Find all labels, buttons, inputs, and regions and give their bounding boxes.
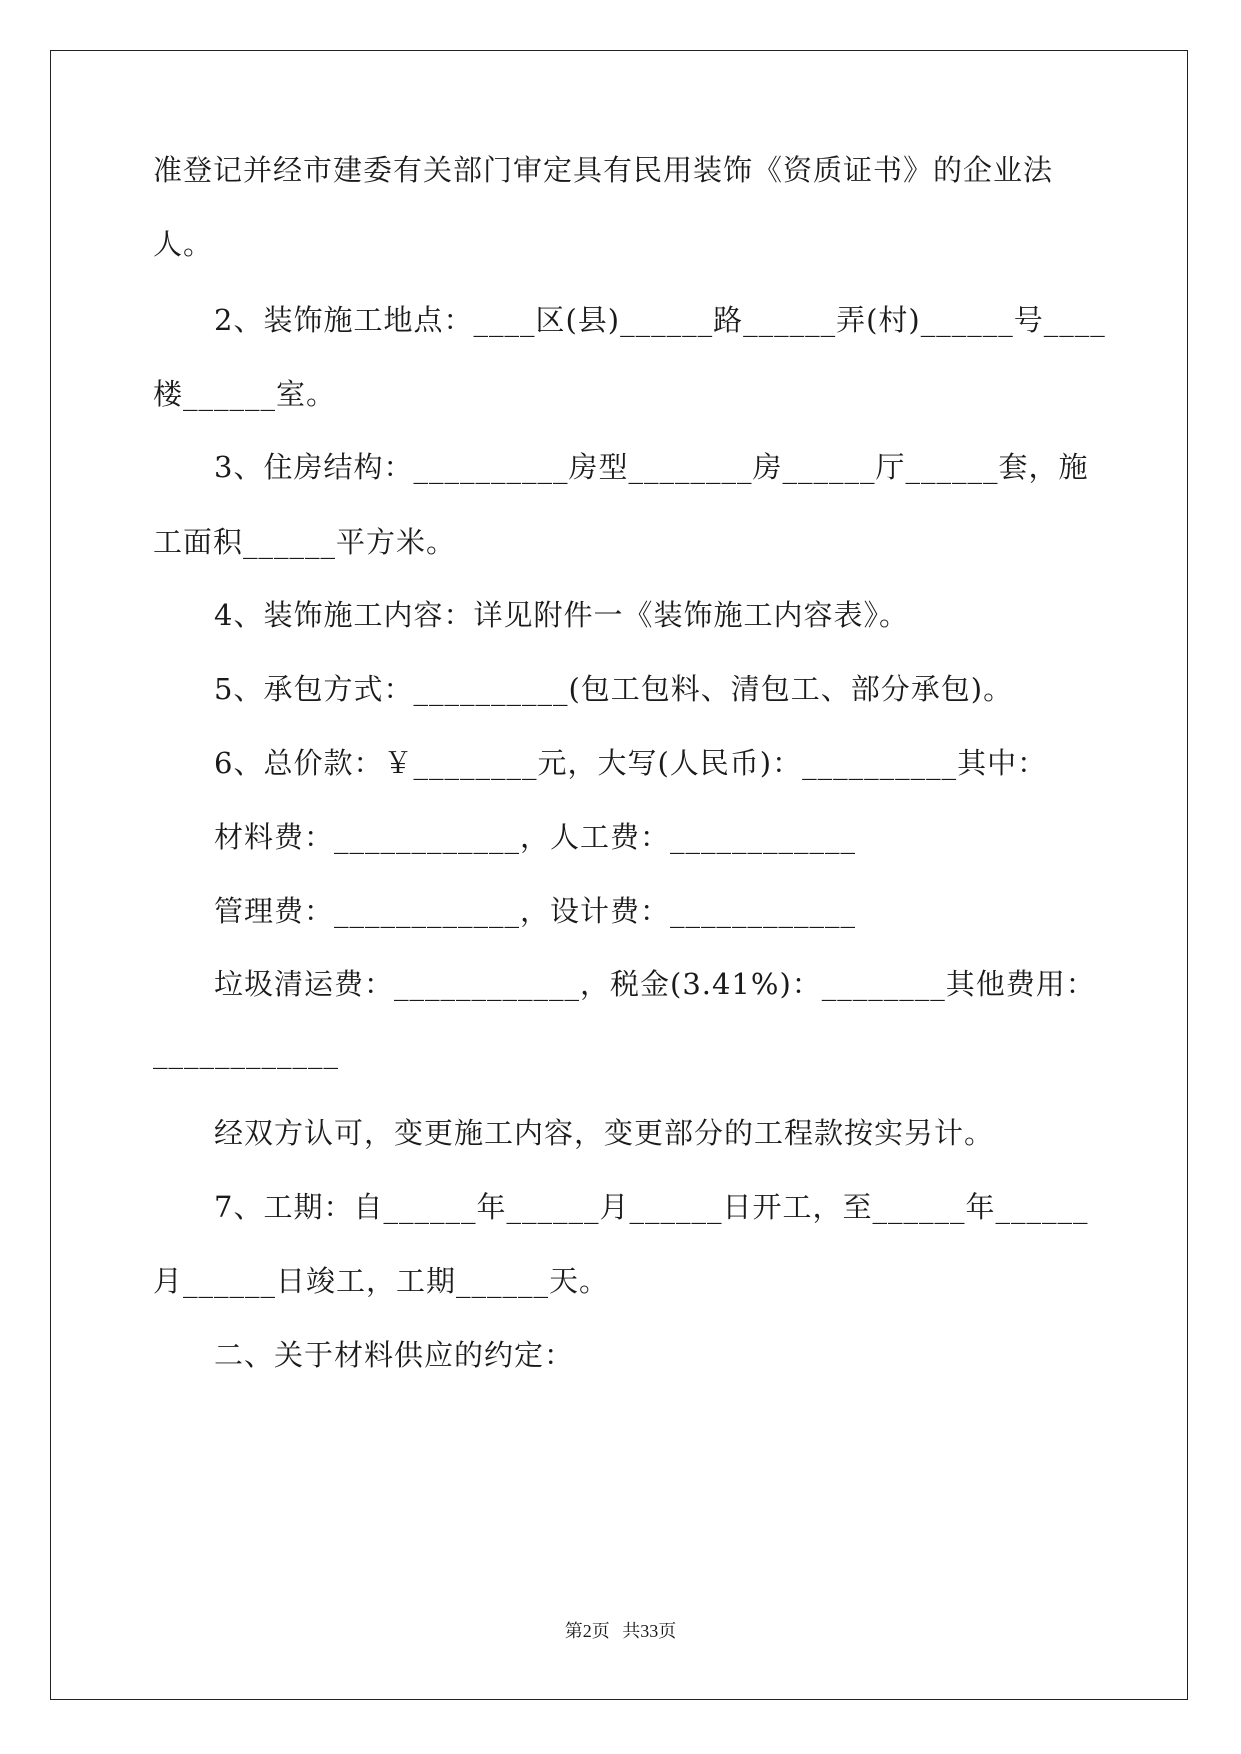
paragraph-line: 6、总价款：￥________元，大写(人民币)：__________其中：: [214, 746, 1048, 780]
paragraph-line: 3、住房结构：__________房型________房______厅______套，施: [214, 450, 1089, 484]
paragraph-line: 工面积______平方米。: [153, 525, 457, 559]
paragraph-line: 月______日竣工，工期______天。: [153, 1264, 610, 1298]
paragraph-line: 2、装饰施工地点：____区(县)______路______弄(村)______号____: [214, 303, 1106, 337]
paragraph-line: 经双方认可，变更施工内容，变更部分的工程款按实另计。: [214, 1116, 995, 1150]
paragraph-line: 二、关于材料供应的约定：: [214, 1338, 575, 1372]
paragraph-line: 管理费：____________，设计费：____________: [214, 894, 857, 928]
paragraph-line: 楼______室。: [153, 377, 337, 411]
page-total: 共33页: [622, 1621, 677, 1641]
page-border: [50, 50, 1188, 1700]
paragraph-line: ____________: [153, 1035, 339, 1069]
paragraph-line: 4、装饰施工内容：详见附件一《装饰施工内容表》。: [214, 598, 909, 632]
page-footer: [0, 1620, 1241, 1642]
paragraph-line: 5、承包方式：__________(包工包料、清包工、部分承包)。: [214, 672, 1014, 706]
paragraph-line: 人。: [153, 227, 214, 261]
paragraph-line: 材料费：____________，人工费：____________: [214, 820, 857, 854]
page-number: 第2页: [564, 1621, 610, 1641]
paragraph-line: 7、工期：自______年______月______日开工，至______年______: [214, 1190, 1089, 1224]
paragraph-line: 准登记并经市建委有关部门审定具有民用装饰《资质证书》的企业法: [153, 153, 1054, 187]
paragraph-line: 垃圾清运费：____________，税金(3.41%)：________其他费用：: [214, 967, 1096, 1001]
